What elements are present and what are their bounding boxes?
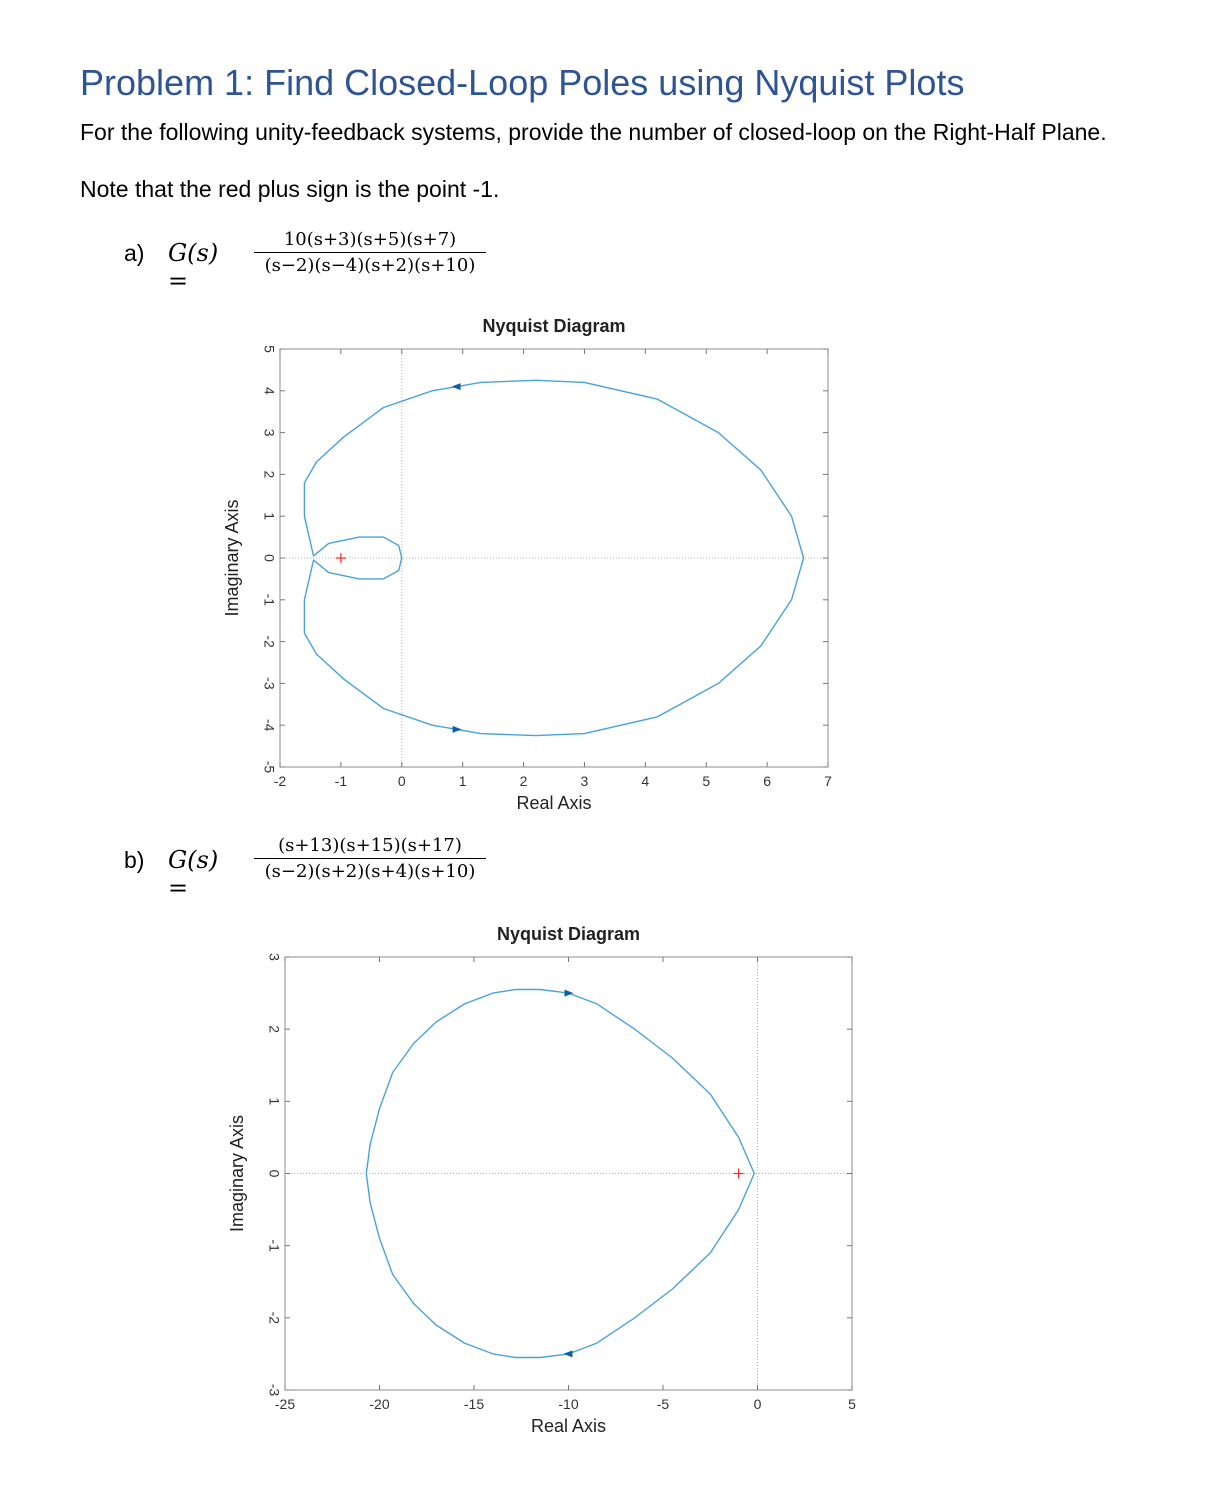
y-tick-label: -2 — [266, 1311, 283, 1325]
nyquist-chart-a — [200, 305, 860, 825]
x-tick-label: -20 — [369, 1396, 390, 1412]
nyquist-curve-negative — [304, 558, 803, 736]
page-title: Problem 1: Find Closed-Loop Poles using Nyquist Plots — [80, 62, 965, 103]
nyquist-curve-negative — [366, 1174, 754, 1358]
x-tick-label: 0 — [397, 773, 406, 789]
nyquist-chart-b — [200, 912, 880, 1452]
y-tick-label: 1 — [266, 1097, 283, 1106]
transfer-function-lhs-b: G(s) = — [168, 846, 219, 902]
x-tick-label: -15 — [463, 1396, 485, 1412]
y-tick-label: -1 — [261, 593, 278, 607]
x-tick-label: 3 — [580, 773, 589, 789]
x-tick-label: -1 — [334, 773, 348, 789]
x-tick-label: -5 — [656, 1396, 670, 1412]
direction-arrow — [453, 726, 462, 733]
y-tick-label: 3 — [266, 953, 283, 961]
x-tick-label: -25 — [274, 1396, 296, 1412]
x-tick-label: 1 — [458, 773, 467, 789]
direction-arrow — [452, 383, 461, 390]
y-tick-label: 2 — [266, 1025, 283, 1034]
direction-arrow — [564, 1350, 573, 1357]
fraction-a — [254, 229, 486, 276]
intro-paragraph: For the following unity-feedback systems, provide the number of closed-loop on the Right-Half Plane. — [80, 119, 1107, 145]
numerator-a: 10(s+3)(s+5)(s+7) — [283, 229, 457, 250]
y-tick-label: 5 — [261, 345, 278, 353]
y-tick-label: -2 — [261, 635, 278, 648]
note-paragraph: Note that the red plus sign is the point -1. — [80, 176, 500, 202]
denominator-a: (s−2)(s−4)(s+2)(s+10) — [264, 255, 476, 276]
direction-arrow — [565, 990, 574, 997]
y-tick-label: -1 — [266, 1239, 283, 1252]
x-axis-label: Real Axis — [516, 793, 592, 813]
y-tick-label: -3 — [261, 677, 278, 690]
chart-title: Nyquist Diagram — [482, 316, 626, 336]
plot-frame — [285, 957, 852, 1390]
x-tick-label: -10 — [558, 1396, 579, 1412]
part-label-a: a) — [124, 240, 145, 266]
x-tick-label: -2 — [273, 773, 287, 789]
y-tick-label: 2 — [261, 470, 278, 479]
y-tick-label: 4 — [261, 386, 278, 395]
transfer-function-lhs-a: G(s) = — [168, 239, 219, 295]
y-tick-label: 0 — [266, 1169, 283, 1178]
x-tick-label: 6 — [763, 773, 772, 789]
x-tick-label: 0 — [753, 1396, 762, 1412]
y-tick-label: 0 — [261, 554, 278, 562]
y-tick-label: 3 — [261, 428, 278, 437]
x-tick-label: 5 — [702, 773, 711, 789]
y-tick-label: -3 — [266, 1383, 283, 1397]
y-axis-label: Imaginary Axis — [227, 1114, 247, 1233]
y-axis-label: Imaginary Axis — [222, 499, 242, 617]
y-tick-label: -4 — [261, 718, 278, 732]
numerator-b: (s+13)(s+15)(s+17) — [278, 835, 462, 856]
x-axis-label: Real Axis — [530, 1416, 607, 1436]
fraction-b — [254, 835, 486, 882]
denominator-b: (s−2)(s+2)(s+4)(s+10) — [264, 861, 476, 882]
nyquist-curve-positive — [304, 380, 803, 558]
x-tick-label: 7 — [824, 773, 832, 789]
x-tick-label: 5 — [848, 1396, 856, 1412]
y-tick-label: 1 — [261, 512, 278, 521]
part-label-b: b) — [124, 847, 145, 873]
y-tick-label: -5 — [261, 760, 278, 774]
x-tick-label: 2 — [519, 773, 528, 789]
chart-title: Nyquist Diagram — [496, 924, 641, 944]
x-tick-label: 4 — [641, 773, 650, 789]
nyquist-curve-positive — [366, 990, 754, 1174]
